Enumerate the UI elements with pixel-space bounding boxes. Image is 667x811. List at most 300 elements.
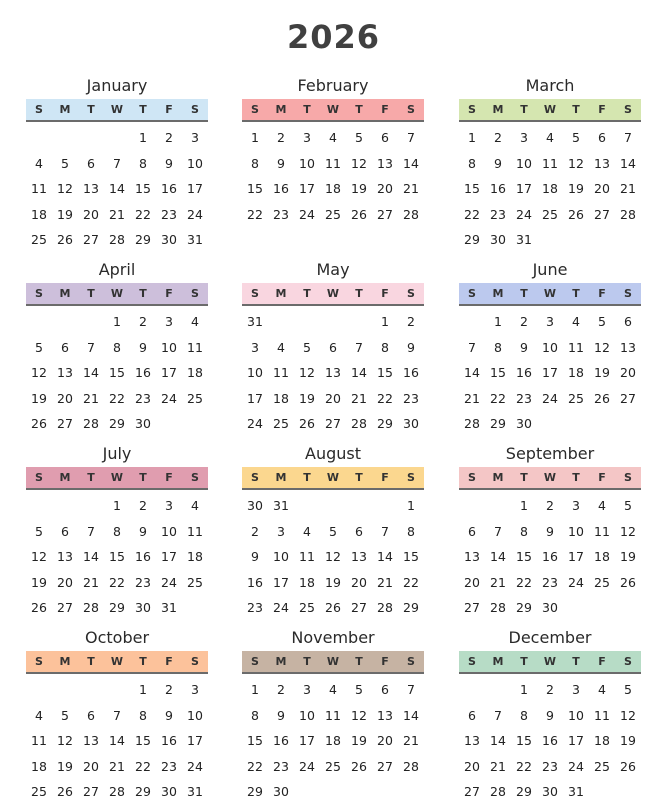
day-cell: 4 xyxy=(277,339,285,355)
day-cell: 29 xyxy=(490,416,506,431)
weekday-label: F xyxy=(598,287,606,300)
day-cell: 20 xyxy=(83,758,99,774)
day-cell: 6 xyxy=(87,707,95,723)
day-cell xyxy=(320,309,346,335)
weekday-label: M xyxy=(492,103,504,116)
day-cell: 26 xyxy=(351,206,367,222)
day-cell: 29 xyxy=(109,416,125,431)
day-cell: 28 xyxy=(109,784,125,799)
day-cell xyxy=(78,309,104,335)
day-cell: 2 xyxy=(407,314,415,329)
day-cell: 30 xyxy=(135,416,151,431)
weekday-label: F xyxy=(165,103,173,116)
day-cell: 8 xyxy=(520,707,528,723)
day-cell: 12 xyxy=(57,733,73,748)
day-cell: 3 xyxy=(191,682,199,697)
day-cell: 24 xyxy=(568,574,584,590)
weekday-header xyxy=(26,283,208,306)
month-november xyxy=(242,627,424,805)
day-cell: 11 xyxy=(31,181,47,196)
day-cell: 4 xyxy=(35,707,43,723)
day-cell: 23 xyxy=(247,600,263,615)
day-cell: 2 xyxy=(546,498,554,513)
day-cell: 23 xyxy=(542,758,558,774)
day-cell: 18 xyxy=(568,365,584,380)
day-cell: 15 xyxy=(247,181,263,196)
weekday-label: T xyxy=(520,287,528,300)
day-cell: 1 xyxy=(251,682,259,697)
day-cell: 26 xyxy=(57,232,73,247)
weekday-label: T xyxy=(355,471,363,484)
weekday-header xyxy=(26,651,208,674)
day-cell: 7 xyxy=(113,707,121,723)
day-cell: 16 xyxy=(135,365,151,380)
day-cell: 21 xyxy=(377,574,393,590)
weekday-label: F xyxy=(598,103,606,116)
day-cell: 5 xyxy=(61,707,69,723)
day-cell: 24 xyxy=(542,390,558,406)
day-cell: 7 xyxy=(494,707,502,723)
day-cell: 28 xyxy=(403,758,419,774)
day-cell: 9 xyxy=(251,549,259,564)
day-cell: 6 xyxy=(381,130,389,145)
day-cell: 25 xyxy=(542,206,558,222)
day-cell: 31 xyxy=(568,784,584,799)
month-october xyxy=(26,627,208,805)
day-cell: 28 xyxy=(83,600,99,615)
day-cell: 2 xyxy=(139,314,147,329)
weekday-label: S xyxy=(468,655,476,668)
weekday-label: T xyxy=(572,287,580,300)
weekday-label: S xyxy=(251,103,259,116)
day-cell: 6 xyxy=(468,707,476,723)
day-cell: 28 xyxy=(109,232,125,247)
weekday-label: T xyxy=(139,655,147,668)
day-cell xyxy=(346,493,372,519)
day-cell: 27 xyxy=(83,784,99,799)
weekday-label: T xyxy=(572,103,580,116)
weekday-label: S xyxy=(35,103,43,116)
weekday-label: S xyxy=(407,103,415,116)
month-september xyxy=(459,443,641,621)
day-cell: 12 xyxy=(568,155,584,171)
day-cell: 2 xyxy=(277,130,285,145)
weekday-label: S xyxy=(468,471,476,484)
day-cell: 15 xyxy=(403,549,419,564)
day-cell: 19 xyxy=(620,549,636,564)
day-cell: 7 xyxy=(381,523,389,539)
day-cell: 4 xyxy=(598,498,606,513)
day-cell: 30 xyxy=(490,232,506,247)
weekday-label: T xyxy=(355,287,363,300)
day-cell: 2 xyxy=(165,682,173,697)
day-cell: 22 xyxy=(490,390,506,406)
day-cell: 31 xyxy=(187,784,203,799)
day-cell: 25 xyxy=(325,206,341,222)
day-cell: 5 xyxy=(355,682,363,697)
weekday-label: M xyxy=(492,287,504,300)
day-cell: 9 xyxy=(277,155,285,171)
day-cell xyxy=(485,493,511,519)
day-grid xyxy=(26,125,208,253)
day-cell: 6 xyxy=(381,682,389,697)
month-title: November xyxy=(291,628,375,647)
weekday-header xyxy=(26,99,208,122)
day-cell: 23 xyxy=(542,574,558,590)
weekday-label: S xyxy=(251,287,259,300)
day-cell: 4 xyxy=(35,155,43,171)
day-cell: 19 xyxy=(351,733,367,748)
weekday-label: S xyxy=(35,471,43,484)
day-cell: 29 xyxy=(135,784,151,799)
day-cell: 11 xyxy=(568,339,584,355)
day-cell: 24 xyxy=(247,416,263,431)
day-cell: 17 xyxy=(568,733,584,748)
day-cell: 7 xyxy=(407,682,415,697)
day-cell: 20 xyxy=(377,733,393,748)
day-cell: 29 xyxy=(403,600,419,615)
day-cell: 18 xyxy=(187,365,203,380)
day-cell: 29 xyxy=(516,784,532,799)
day-cell: 12 xyxy=(57,181,73,196)
day-grid xyxy=(459,493,641,621)
day-cell: 27 xyxy=(351,600,367,615)
weekday-label: W xyxy=(110,471,124,484)
weekday-label: S xyxy=(191,471,199,484)
day-cell: 26 xyxy=(568,206,584,222)
day-cell: 19 xyxy=(299,390,315,406)
day-cell: 31 xyxy=(161,600,177,615)
weekday-label: W xyxy=(543,471,557,484)
weekday-label: S xyxy=(468,287,476,300)
day-cell: 11 xyxy=(325,155,341,171)
day-cell: 21 xyxy=(83,574,99,590)
day-cell: 21 xyxy=(464,390,480,406)
day-cell: 3 xyxy=(572,498,580,513)
day-cell: 9 xyxy=(546,707,554,723)
day-cell xyxy=(104,677,130,703)
day-cell: 11 xyxy=(187,523,203,539)
day-cell: 2 xyxy=(494,130,502,145)
weekday-header xyxy=(459,467,641,490)
day-cell: 9 xyxy=(139,523,147,539)
day-cell: 26 xyxy=(620,758,636,774)
day-cell: 15 xyxy=(464,181,480,196)
weekday-label: T xyxy=(87,287,95,300)
weekday-label: T xyxy=(87,655,95,668)
day-cell: 19 xyxy=(31,574,47,590)
day-cell: 18 xyxy=(542,181,558,196)
day-cell: 10 xyxy=(247,365,263,380)
day-cell: 13 xyxy=(83,733,99,748)
month-title: September xyxy=(505,444,595,463)
day-cell: 22 xyxy=(135,758,151,774)
day-cell: 11 xyxy=(542,155,558,171)
weekday-label: T xyxy=(520,103,528,116)
day-cell: 21 xyxy=(490,574,506,590)
day-cell: 10 xyxy=(568,707,584,723)
day-cell: 20 xyxy=(464,758,480,774)
day-cell: 8 xyxy=(113,339,121,355)
day-cell: 18 xyxy=(299,574,315,590)
day-cell: 25 xyxy=(31,232,47,247)
day-cell: 24 xyxy=(299,758,315,774)
day-cell: 9 xyxy=(520,339,528,355)
day-cell: 12 xyxy=(325,549,341,564)
day-cell xyxy=(346,309,372,335)
weekday-label: M xyxy=(275,471,287,484)
day-cell: 21 xyxy=(351,390,367,406)
weekday-label: T xyxy=(303,103,311,116)
day-cell: 10 xyxy=(273,549,289,564)
day-cell: 10 xyxy=(187,155,203,171)
weekday-header xyxy=(459,99,641,122)
day-cell: 24 xyxy=(516,206,532,222)
day-cell: 18 xyxy=(594,733,610,748)
day-cell: 19 xyxy=(351,181,367,196)
day-cell: 10 xyxy=(516,155,532,171)
weekday-label: T xyxy=(87,471,95,484)
day-cell: 5 xyxy=(35,339,43,355)
day-cell: 30 xyxy=(516,416,532,431)
day-cell: 25 xyxy=(31,784,47,799)
day-cell: 28 xyxy=(490,784,506,799)
weekday-label: S xyxy=(251,471,259,484)
day-cell: 25 xyxy=(187,390,203,406)
year-title: 2026 xyxy=(286,18,381,56)
month-january xyxy=(26,75,208,253)
weekday-label: S xyxy=(624,287,632,300)
day-cell: 28 xyxy=(377,600,393,615)
day-cell: 3 xyxy=(165,498,173,513)
day-cell: 7 xyxy=(113,155,121,171)
day-cell: 19 xyxy=(568,181,584,196)
month-title: May xyxy=(316,260,350,279)
day-cell: 21 xyxy=(109,758,125,774)
day-cell: 6 xyxy=(468,523,476,539)
day-cell: 20 xyxy=(57,390,73,406)
day-cell: 1 xyxy=(494,314,502,329)
day-cell: 31 xyxy=(247,314,263,329)
day-cell: 2 xyxy=(546,682,554,697)
day-cell: 17 xyxy=(273,574,289,590)
day-cell: 18 xyxy=(325,181,341,196)
day-cell: 19 xyxy=(325,574,341,590)
day-cell: 4 xyxy=(191,498,199,513)
weekday-label: M xyxy=(59,655,71,668)
day-cell: 18 xyxy=(31,758,47,774)
day-cell: 8 xyxy=(381,339,389,355)
day-cell: 2 xyxy=(139,498,147,513)
day-grid xyxy=(26,309,208,437)
day-cell: 11 xyxy=(187,339,203,355)
weekday-label: S xyxy=(624,103,632,116)
weekday-label: M xyxy=(275,655,287,668)
day-cell: 27 xyxy=(594,206,610,222)
day-cell: 5 xyxy=(624,682,632,697)
weekday-header xyxy=(459,283,641,306)
day-cell: 16 xyxy=(161,181,177,196)
day-cell: 23 xyxy=(490,206,506,222)
day-cell xyxy=(485,677,511,703)
day-cell: 19 xyxy=(31,390,47,406)
weekday-label: T xyxy=(303,287,311,300)
weekday-label: S xyxy=(407,471,415,484)
weekday-label: F xyxy=(165,471,173,484)
day-cell: 9 xyxy=(546,523,554,539)
day-cell: 26 xyxy=(31,600,47,615)
day-cell: 25 xyxy=(594,574,610,590)
day-cell xyxy=(52,493,78,519)
day-cell: 10 xyxy=(187,707,203,723)
day-cell: 30 xyxy=(542,784,558,799)
day-cell xyxy=(26,677,52,703)
month-title: April xyxy=(98,260,136,279)
weekday-label: T xyxy=(303,471,311,484)
day-cell: 22 xyxy=(247,758,263,774)
day-cell: 1 xyxy=(139,682,147,697)
day-cell: 20 xyxy=(620,365,636,380)
day-cell: 16 xyxy=(542,733,558,748)
weekday-label: S xyxy=(191,287,199,300)
day-cell: 3 xyxy=(520,130,528,145)
day-cell: 24 xyxy=(187,758,203,774)
day-cell: 15 xyxy=(109,365,125,380)
weekday-label: F xyxy=(598,655,606,668)
day-cell: 30 xyxy=(542,600,558,615)
day-cell: 4 xyxy=(303,523,311,539)
day-cell: 16 xyxy=(273,733,289,748)
day-cell: 14 xyxy=(109,733,125,748)
month-title: December xyxy=(508,628,592,647)
day-cell: 16 xyxy=(247,574,263,590)
day-cell: 18 xyxy=(187,549,203,564)
day-cell: 27 xyxy=(57,416,73,431)
day-cell: 20 xyxy=(377,181,393,196)
day-cell: 22 xyxy=(464,206,480,222)
day-cell: 17 xyxy=(161,365,177,380)
day-cell: 27 xyxy=(325,416,341,431)
day-cell: 16 xyxy=(161,733,177,748)
day-grid xyxy=(242,493,424,621)
day-cell: 27 xyxy=(620,390,636,406)
weekday-header xyxy=(242,99,424,122)
day-cell: 23 xyxy=(273,206,289,222)
day-cell: 29 xyxy=(377,416,393,431)
day-cell: 14 xyxy=(403,707,419,723)
day-cell: 13 xyxy=(57,365,73,380)
day-cell: 9 xyxy=(139,339,147,355)
day-cell: 16 xyxy=(490,181,506,196)
day-cell: 10 xyxy=(161,523,177,539)
weekday-label: S xyxy=(35,655,43,668)
day-cell: 12 xyxy=(620,707,636,723)
day-cell: 8 xyxy=(113,523,121,539)
day-cell: 21 xyxy=(403,733,419,748)
day-cell: 12 xyxy=(31,549,47,564)
day-cell: 3 xyxy=(251,339,259,355)
day-cell: 6 xyxy=(355,523,363,539)
weekday-label: M xyxy=(275,287,287,300)
day-cell: 13 xyxy=(464,549,480,564)
day-cell: 27 xyxy=(377,758,393,774)
weekday-label: S xyxy=(624,471,632,484)
day-cell: 5 xyxy=(598,314,606,329)
weekday-label: W xyxy=(110,655,124,668)
weekday-label: W xyxy=(543,655,557,668)
day-cell: 5 xyxy=(61,155,69,171)
weekday-label: S xyxy=(407,287,415,300)
day-cell xyxy=(26,309,52,335)
day-cell: 19 xyxy=(594,365,610,380)
day-cell: 1 xyxy=(468,130,476,145)
day-cell: 1 xyxy=(113,498,121,513)
day-cell: 6 xyxy=(329,339,337,355)
day-cell: 31 xyxy=(187,232,203,247)
day-cell: 3 xyxy=(191,130,199,145)
weekday-label: W xyxy=(110,103,124,116)
day-cell: 14 xyxy=(464,365,480,380)
day-grid xyxy=(459,125,641,253)
weekday-label: S xyxy=(251,655,259,668)
day-cell: 27 xyxy=(464,784,480,799)
day-cell: 17 xyxy=(299,733,315,748)
day-cell: 19 xyxy=(57,758,73,774)
day-cell: 24 xyxy=(273,600,289,615)
day-cell: 6 xyxy=(624,314,632,329)
day-cell: 22 xyxy=(109,390,125,406)
day-cell: 12 xyxy=(594,339,610,355)
month-april xyxy=(26,259,208,437)
day-cell: 5 xyxy=(572,130,580,145)
day-cell: 23 xyxy=(516,390,532,406)
day-grid xyxy=(26,493,208,621)
weekday-label: W xyxy=(326,287,340,300)
day-cell: 3 xyxy=(303,682,311,697)
day-cell: 13 xyxy=(351,549,367,564)
weekday-label: F xyxy=(381,471,389,484)
day-cell: 31 xyxy=(273,498,289,513)
day-cell: 26 xyxy=(325,600,341,615)
day-cell: 6 xyxy=(61,339,69,355)
day-cell: 14 xyxy=(109,181,125,196)
day-cell: 11 xyxy=(299,549,315,564)
day-cell: 13 xyxy=(57,549,73,564)
day-cell xyxy=(26,125,52,151)
day-cell: 11 xyxy=(31,733,47,748)
day-cell: 18 xyxy=(273,390,289,406)
day-cell: 1 xyxy=(381,314,389,329)
day-cell: 12 xyxy=(299,365,315,380)
day-cell: 4 xyxy=(329,130,337,145)
day-cell: 4 xyxy=(191,314,199,329)
day-cell: 30 xyxy=(247,498,263,513)
day-cell: 1 xyxy=(251,130,259,145)
month-title: March xyxy=(525,76,575,95)
day-cell: 20 xyxy=(464,574,480,590)
weekday-label: W xyxy=(326,471,340,484)
day-cell: 1 xyxy=(407,498,415,513)
weekday-label: T xyxy=(139,471,147,484)
day-cell: 13 xyxy=(325,365,341,380)
day-cell: 13 xyxy=(377,707,393,723)
day-cell: 28 xyxy=(83,416,99,431)
day-cell: 8 xyxy=(251,155,259,171)
day-grid xyxy=(242,309,424,437)
weekday-label: W xyxy=(326,103,340,116)
day-cell: 12 xyxy=(620,523,636,539)
day-cell: 19 xyxy=(620,733,636,748)
